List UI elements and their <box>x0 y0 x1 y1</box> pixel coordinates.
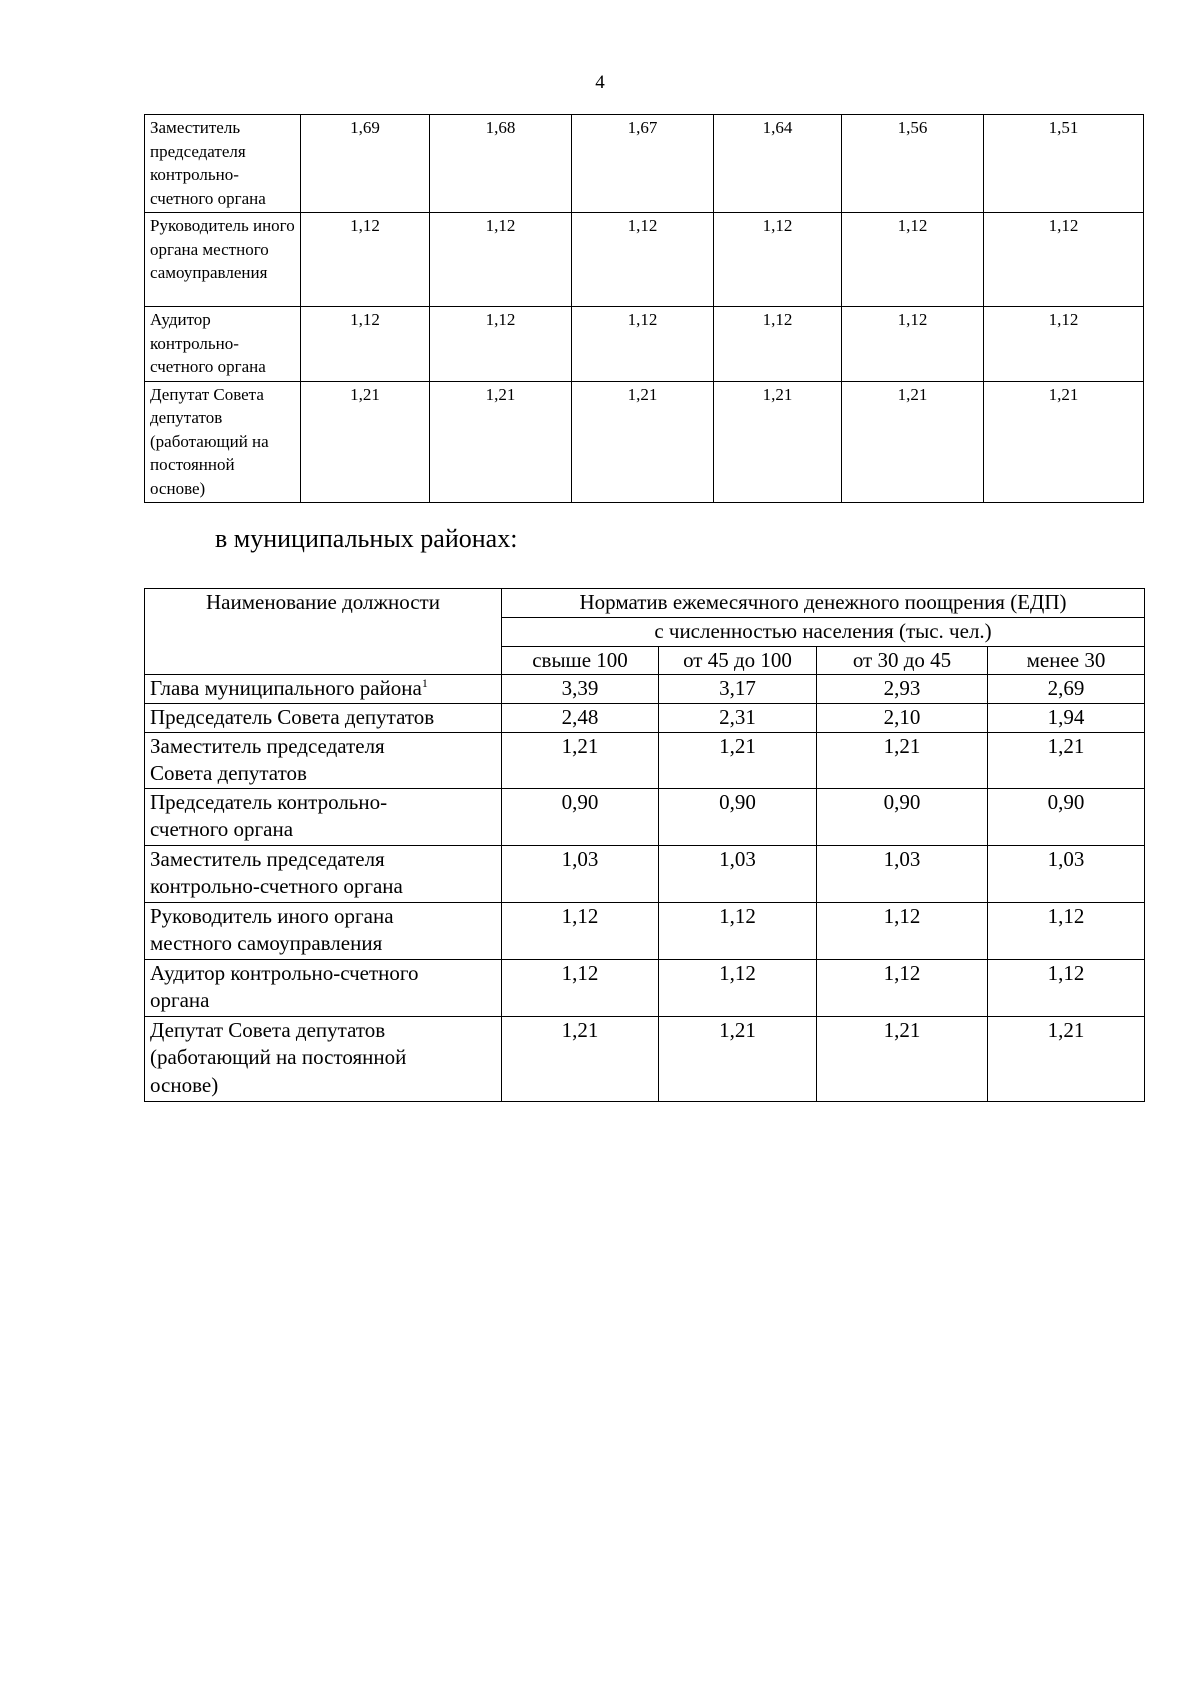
table-row <box>145 732 1145 788</box>
value-cell: 1,12 <box>842 307 984 382</box>
value-cell: 2,69 <box>988 675 1145 704</box>
table-municipal-districts <box>144 588 1145 1102</box>
value-cell: 0,90 <box>817 788 988 845</box>
value-cell: 1,12 <box>430 307 572 382</box>
value-cell: 3,39 <box>502 675 659 704</box>
position-name: Руководитель иного органа местного самоуправления <box>145 213 301 307</box>
value-cell: 1,67 <box>572 115 714 213</box>
value-cell: 1,21 <box>817 732 988 788</box>
value-cell: 1,21 <box>502 732 659 788</box>
position-name: Заместитель председателя Совета депутатов <box>145 732 502 788</box>
table-row <box>145 381 1144 503</box>
value-cell: 2,48 <box>502 704 659 733</box>
table-row <box>145 845 1145 902</box>
value-cell: 3,17 <box>659 675 817 704</box>
position-name: Председатель контрольно-счетного органа <box>145 788 502 845</box>
column-header: от 45 до 100 <box>659 646 817 675</box>
footnote-marker: 1 <box>421 676 428 690</box>
value-cell: 1,12 <box>301 213 430 307</box>
table-row <box>145 902 1145 959</box>
value-cell: 1,12 <box>988 902 1145 959</box>
table-row <box>145 213 1144 307</box>
value-cell: 1,21 <box>430 381 572 503</box>
value-cell: 1,21 <box>572 381 714 503</box>
value-cell: 2,10 <box>817 704 988 733</box>
header-norm: Норматив ежемесячного денежного поощрения (ЕДП) <box>502 589 1145 618</box>
position-name: Председатель Совета депутатов <box>145 704 502 733</box>
value-cell: 1,21 <box>714 381 842 503</box>
header-row <box>145 589 1145 618</box>
value-cell: 1,64 <box>714 115 842 213</box>
value-cell: 1,12 <box>817 902 988 959</box>
value-cell: 2,93 <box>817 675 988 704</box>
value-cell: 1,68 <box>430 115 572 213</box>
value-cell: 1,21 <box>659 732 817 788</box>
position-name: Заместитель председателя контрольно-счетного органа <box>145 845 502 902</box>
position-name: Заместитель председателя контрольно-счетного органа <box>145 115 301 213</box>
position-name: Депутат Совета депутатов (работающий на постоянной основе) <box>145 381 301 503</box>
position-name: Аудитор контрольно-счетного органа <box>145 959 502 1016</box>
value-cell: 2,31 <box>659 704 817 733</box>
value-cell: 1,21 <box>842 381 984 503</box>
value-cell: 1,21 <box>817 1016 988 1101</box>
value-cell: 1,12 <box>817 959 988 1016</box>
value-cell: 1,12 <box>502 902 659 959</box>
value-cell: 1,12 <box>659 959 817 1016</box>
value-cell: 0,90 <box>988 788 1145 845</box>
value-cell: 1,56 <box>842 115 984 213</box>
table-row <box>145 115 1144 213</box>
table-row <box>145 675 1145 704</box>
value-cell: 1,12 <box>301 307 430 382</box>
value-cell: 1,12 <box>502 959 659 1016</box>
value-cell: 1,21 <box>988 1016 1145 1101</box>
section-heading: в муниципальных районах: <box>215 524 518 553</box>
value-cell: 1,03 <box>659 845 817 902</box>
table-continued <box>144 114 1144 503</box>
table-row <box>145 704 1145 733</box>
table-row <box>145 307 1144 382</box>
value-cell: 1,12 <box>430 213 572 307</box>
value-cell: 1,94 <box>988 704 1145 733</box>
value-cell: 1,21 <box>301 381 430 503</box>
position-name: Руководитель иного органа местного самоуправления <box>145 902 502 959</box>
table-row <box>145 1016 1145 1101</box>
position-name: Аудитор контрольно-счетного органа <box>145 307 301 382</box>
value-cell: 1,03 <box>502 845 659 902</box>
value-cell: 1,21 <box>988 732 1145 788</box>
position-name: Глава муниципального района$^1$ <box>145 675 502 704</box>
page-number: 4 <box>595 72 605 93</box>
table-row <box>145 788 1145 845</box>
value-cell: 0,90 <box>659 788 817 845</box>
value-cell: 0,90 <box>502 788 659 845</box>
table-row <box>145 959 1145 1016</box>
value-cell: 1,21 <box>659 1016 817 1101</box>
value-cell: 1,03 <box>988 845 1145 902</box>
value-cell: 1,03 <box>817 845 988 902</box>
value-cell: 1,12 <box>714 307 842 382</box>
value-cell: 1,12 <box>984 307 1144 382</box>
value-cell: 1,12 <box>572 213 714 307</box>
column-header: свыше 100 <box>502 646 659 675</box>
value-cell: 1,12 <box>659 902 817 959</box>
value-cell: 1,12 <box>842 213 984 307</box>
value-cell: 1,12 <box>714 213 842 307</box>
column-header: менее 30 <box>988 646 1145 675</box>
header-position: Наименование должности <box>145 589 502 675</box>
value-cell: 1,12 <box>572 307 714 382</box>
value-cell: 1,12 <box>984 213 1144 307</box>
column-header: от 30 до 45 <box>817 646 988 675</box>
value-cell: 1,12 <box>988 959 1145 1016</box>
position-name: Депутат Совета депутатов (работающий на постоянной основе) <box>145 1016 502 1101</box>
value-cell: 1,21 <box>502 1016 659 1101</box>
value-cell: 1,51 <box>984 115 1144 213</box>
value-cell: 1,21 <box>984 381 1144 503</box>
header-population: с численностью населения (тыс. чел.) <box>502 618 1145 647</box>
value-cell: 1,69 <box>301 115 430 213</box>
